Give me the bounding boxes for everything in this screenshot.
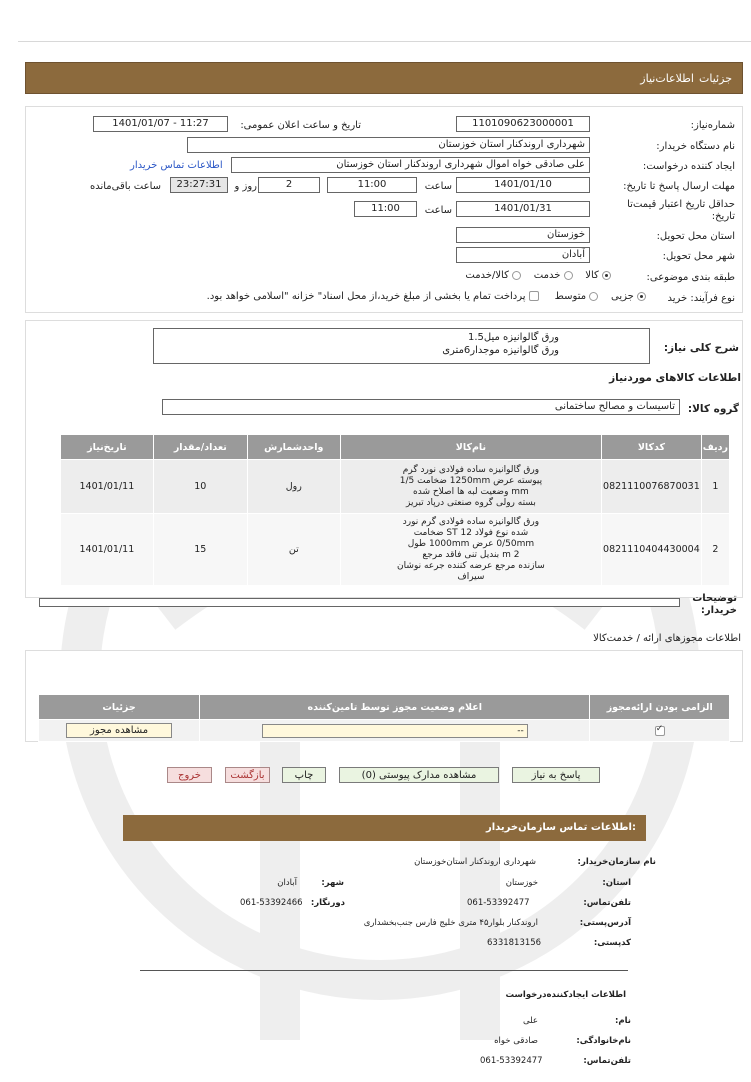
contact-postal-value: 6331813156 bbox=[487, 938, 542, 948]
col-unit: واحدشمارش bbox=[247, 435, 340, 460]
row-qty: 15 bbox=[153, 514, 247, 586]
buyer-org-label: نام دستگاه خریدار: bbox=[656, 141, 735, 152]
row-date: 1401/01/11 bbox=[61, 460, 154, 514]
process-label: نوع فرآیند: خرید bbox=[667, 293, 735, 304]
proc-partial-radio[interactable] bbox=[637, 292, 646, 301]
permits-title: اطلاعات مجوزهای ارائه / خدمت‌کالا bbox=[593, 633, 741, 644]
top-divider bbox=[18, 41, 751, 42]
col-name: نام‌کالا bbox=[340, 435, 601, 460]
goods-table-header bbox=[61, 435, 730, 460]
back-button[interactable]: بازگشت bbox=[225, 767, 270, 783]
contact-fax-label: دورنگار: bbox=[310, 898, 345, 908]
creator-name-value: علی bbox=[523, 1016, 538, 1026]
contact-title: اطلاعات تماس سازمان‌خریدار: bbox=[485, 822, 636, 833]
permits-table bbox=[38, 694, 730, 742]
proc-medium-label: متوسط bbox=[554, 291, 587, 302]
exit-button[interactable]: خروج bbox=[167, 767, 212, 783]
col-code: کدکالا bbox=[602, 435, 702, 460]
row-name-line: ورق گالوانیزه ساده فولادی گرم نورد bbox=[402, 516, 540, 527]
payment-checkbox[interactable] bbox=[529, 291, 539, 301]
row-name bbox=[340, 460, 601, 514]
city-field: آبادان bbox=[456, 247, 590, 263]
col-idx: ردیف bbox=[701, 435, 729, 460]
proc-medium-radio[interactable] bbox=[589, 292, 598, 301]
row-idx: 1 bbox=[701, 460, 729, 514]
col-status: اعلام وضعیت مجوز توسط تامین‌کننده bbox=[200, 695, 590, 720]
province-field: خوزستان bbox=[456, 227, 590, 243]
row-unit: تن bbox=[247, 514, 340, 586]
contact-address-value: اروندکنار بلوار۴۵ متری خلیج فارس جنب‌بخشداری bbox=[363, 918, 538, 928]
col-qty: تعداد/مقدار bbox=[153, 435, 247, 460]
category-label: طبقه بندی موضوعی: bbox=[646, 272, 735, 283]
creator-phone-label: تلفن‌تماس: bbox=[583, 1056, 631, 1066]
org-label-text: نام سازمان‌خریدار: bbox=[577, 857, 656, 867]
goods-info-title: اطلاعات کالاهای موردنیاز bbox=[609, 372, 741, 384]
row-code: 0821110076870031 bbox=[602, 460, 702, 514]
validity-label: حداقل تاریخ اعتبار قیمت‌تا تاریخ: bbox=[627, 199, 735, 222]
row-name-line: سازنده مرجع عرضه کننده جرعه نوشان bbox=[397, 560, 545, 571]
cat-service-radio[interactable] bbox=[564, 271, 573, 280]
contact-postal-label: کدپستی: bbox=[593, 938, 631, 948]
details-cell bbox=[39, 720, 200, 742]
goods-table-wrap bbox=[60, 434, 730, 586]
row-qty: 10 bbox=[153, 460, 247, 514]
contact-province-label: استان: bbox=[602, 878, 631, 888]
contact-divider bbox=[140, 970, 628, 971]
col-required: الزامی بودن ارائه‌مجوز bbox=[590, 695, 730, 720]
row-name-line: سیراف bbox=[457, 571, 485, 582]
validity-date-field: 1401/01/31 bbox=[456, 201, 590, 217]
need-number-field: 1101090623000001 bbox=[456, 116, 590, 132]
row-unit: رول bbox=[247, 460, 340, 514]
permits-table-wrap bbox=[38, 694, 730, 742]
table-row bbox=[61, 460, 730, 514]
creator-section-title: اطلاعات ایجادکننده‌درخواست bbox=[505, 990, 626, 1000]
required-cell bbox=[590, 720, 730, 742]
print-button[interactable]: چاپ bbox=[282, 767, 326, 783]
org-label bbox=[578, 857, 656, 867]
deadline-date-field: 1401/01/10 bbox=[456, 177, 590, 193]
payment-note: پرداخت تمام یا بخشی از مبلغ خرید،از محل اسناد" خزانه "اسلامی خواهد بود. bbox=[206, 291, 526, 302]
row-name-line: 2 m بندیل تنی فاقد مرجع bbox=[422, 549, 520, 560]
contact-city-value: آبادان bbox=[277, 878, 297, 888]
contact-city-label: شهر: bbox=[321, 878, 344, 888]
validity-time-label: ساعت bbox=[424, 205, 452, 216]
col-date: تاریخ‌نیاز bbox=[61, 435, 154, 460]
remaining-label: ساعت باقی‌مانده bbox=[89, 181, 161, 192]
buyer-org-field: شهرداری اروندکنار استان خوزستان bbox=[187, 137, 590, 153]
province-label: استان محل تحویل: bbox=[656, 231, 735, 242]
summary-line-2: ورق گالوانیزه موجدار6متری bbox=[442, 345, 559, 356]
col-details: جزئیات bbox=[39, 695, 200, 720]
table-row bbox=[61, 514, 730, 586]
permits-table-header bbox=[39, 695, 730, 720]
days-label: روز و bbox=[234, 181, 257, 192]
contact-fax-value: 061-53392466 bbox=[240, 898, 303, 908]
process-radios bbox=[207, 291, 646, 302]
cat-goods-service-radio[interactable] bbox=[512, 271, 521, 280]
summary-line-1: ورق گالوانیزه میل1.5 bbox=[468, 332, 559, 343]
table-row bbox=[39, 720, 730, 742]
buyer-notes-label: توضیحات خریدار: bbox=[692, 593, 737, 616]
days-field: 2 bbox=[258, 177, 320, 193]
reply-button[interactable]: پاسخ به نیاز bbox=[512, 767, 600, 783]
announce-field: 1401/01/07 - 11:27 bbox=[93, 116, 228, 132]
row-name-line: mm وضعیت لبه ها اصلاح شده bbox=[413, 486, 529, 497]
contact-province-value: خوزستان bbox=[505, 878, 538, 888]
row-name-line: 0/50mm عرض 1000mm طول bbox=[407, 538, 535, 549]
row-idx: 2 bbox=[701, 514, 729, 586]
org-value: شهرداری اروندکنار استان‌خوزستان bbox=[414, 857, 536, 867]
category-radios bbox=[465, 270, 611, 281]
tab-need-info[interactable]: اطلاعات‌نیاز bbox=[640, 72, 694, 85]
creator-label: ایجاد کننده درخواست: bbox=[642, 161, 735, 172]
row-date: 1401/01/11 bbox=[61, 514, 154, 586]
contact-bar bbox=[123, 815, 646, 841]
header-bar bbox=[25, 62, 743, 94]
attached-docs-button[interactable]: مشاهده مدارک پیوستی (0) bbox=[339, 767, 499, 783]
group-field: تاسیسات و مصالح ساختمانی bbox=[162, 399, 680, 415]
row-name-line: بسته رولی گروه صنعتی درپاد تبریز bbox=[406, 497, 536, 508]
tab-details[interactable]: جزئیات bbox=[699, 72, 732, 85]
proc-partial-label: جزیی bbox=[610, 291, 634, 302]
remaining-time-field: 23:27:31 bbox=[170, 177, 228, 193]
row-name bbox=[340, 514, 601, 586]
cat-goods-radio[interactable] bbox=[602, 271, 611, 280]
announce-label: تاریخ و ساعت اعلان عمومی: bbox=[240, 120, 361, 131]
contact-phone-value: 061-53392477 bbox=[467, 898, 530, 908]
deadline-time-field: 11:00 bbox=[327, 177, 417, 193]
creator-name-label: نام: bbox=[614, 1016, 631, 1026]
summary-box bbox=[153, 328, 650, 364]
group-label: گروه کالا: bbox=[687, 403, 739, 415]
creator-family-label: نام‌خانوادگی: bbox=[576, 1036, 631, 1046]
contact-address-label: آدرس‌پستی: bbox=[579, 918, 631, 928]
cat-goods-service-label: کالا/خدمت bbox=[465, 270, 509, 281]
status-cell bbox=[200, 720, 590, 742]
city-label: شهر محل تحویل: bbox=[662, 251, 735, 262]
need-number-label: شماره‌نیاز: bbox=[690, 120, 735, 131]
contact-phone-label: تلفن‌تماس: bbox=[583, 898, 631, 908]
summary-label: شرح کلی نیاز: bbox=[663, 342, 739, 354]
row-name-line: پیوسته عرض 1250mm ضخامت 1/5 bbox=[399, 475, 543, 486]
row-name-line: شده نوع فولاد ST 12 ضخامت bbox=[413, 527, 529, 538]
cat-goods-label: کالا bbox=[585, 270, 599, 281]
creator-field: علی صادقی خواه اموال شهرداری اروندکنار استان خوزستان bbox=[231, 157, 590, 173]
deadline-label: مهلت ارسال پاسخ تا تاریخ: bbox=[623, 181, 735, 192]
cat-service-label: خدمت bbox=[533, 270, 561, 281]
goods-table bbox=[60, 434, 730, 586]
permit-status-field[interactable]: -- bbox=[262, 724, 528, 738]
row-code: 0821110404430004 bbox=[602, 514, 702, 586]
buyer-notes-field bbox=[39, 598, 680, 607]
creator-family-value: صادقی خواه bbox=[494, 1036, 538, 1046]
view-permit-button[interactable]: مشاهده مجوز bbox=[66, 723, 172, 738]
deadline-time-label: ساعت bbox=[424, 181, 452, 192]
row-name-line: ورق گالوانیزه ساده فولادی نورد گرم bbox=[402, 464, 540, 475]
contact-info-link[interactable]: اطلاعات تماس خریدار bbox=[130, 160, 223, 171]
required-checkbox bbox=[655, 726, 665, 736]
validity-time-field: 11:00 bbox=[354, 201, 417, 217]
creator-phone-value: 061-53392477 bbox=[480, 1056, 543, 1066]
